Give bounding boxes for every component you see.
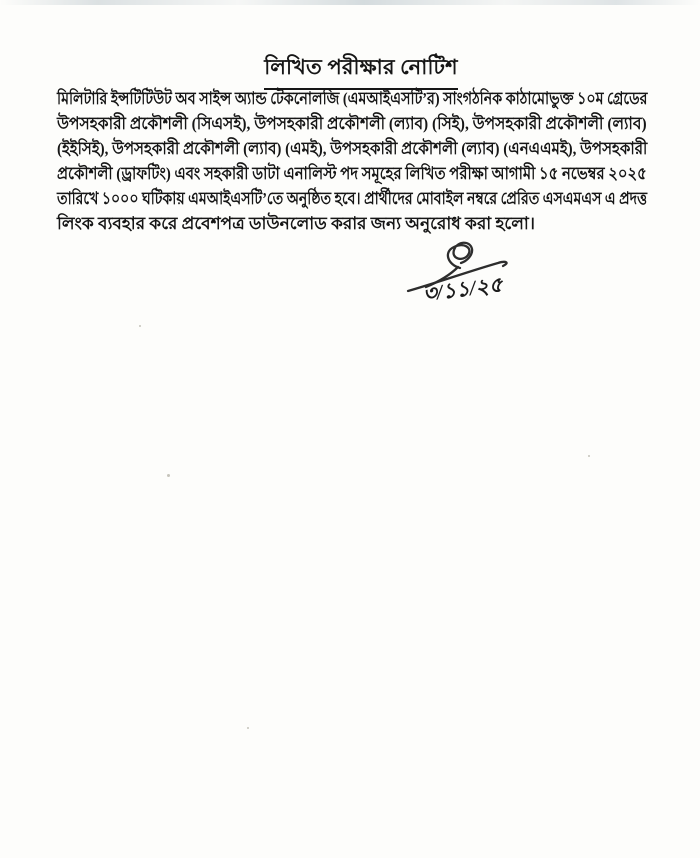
notice-title: লিখিত পরীক্ষার নোটিশ [264, 51, 458, 90]
notice-body [57, 86, 647, 236]
signature-scribble-svg [398, 238, 548, 313]
notice-title-row [57, 51, 647, 90]
notice-body-line: প্রকৌশলী (ড্রাফটিং) এবং সহকারী ডাটা এনালিস্ট পদ সমূহের লিখিত পরীক্ষা আগামী ১৫ নভেম্বর ২০২৫ [57, 164, 647, 183]
signature-block [398, 238, 548, 313]
notice-body-line: (ইইসিই), উপসহকারী প্রকৌশলী (ল্যাব) (এমই), উপসহকারী প্রকৌশলী (ল্যাব) (এনএএমই), উপসহকারী [57, 139, 648, 158]
scan-speck [167, 474, 170, 477]
scan-speck [588, 455, 590, 457]
scan-speck [139, 325, 141, 327]
scan-edge-artifact [0, 0, 700, 5]
signature-knot-stroke [448, 243, 472, 268]
notice-body-line: মিলিটারি ইন্সটিটিউট অব সাইন্স অ্যান্ড টেকনোলজি (এমআইএসটি’র) সাংগঠনিক কাঠামোভুক্ত ১০ম গ্রেডের [57, 89, 648, 108]
notice-body-line: লিংক ব্যবহার করে প্রবেশপত্র ডাউনলোড করার জন্য অনুরোধ করা হলো। [57, 214, 535, 233]
scan-speck [247, 727, 249, 729]
signature-date: ৩/১১/২৫ [421, 272, 504, 306]
notice-body-line: তারিখে ১০০০ ঘটিকায় এমআইএসটি’তে অনুষ্ঠিত হবে। প্রার্থীদের মোবাইল নম্বরে প্রেরিত এসএমএস এ প্রদত্ত [57, 189, 648, 208]
notice-body-line: উপসহকারী প্রকৌশলী (সিএসই), উপসহকারী প্রকৌশলী (ল্যাব) (সিই), উপসহকারী প্রকৌশলী (ল্যাব) [57, 114, 647, 133]
